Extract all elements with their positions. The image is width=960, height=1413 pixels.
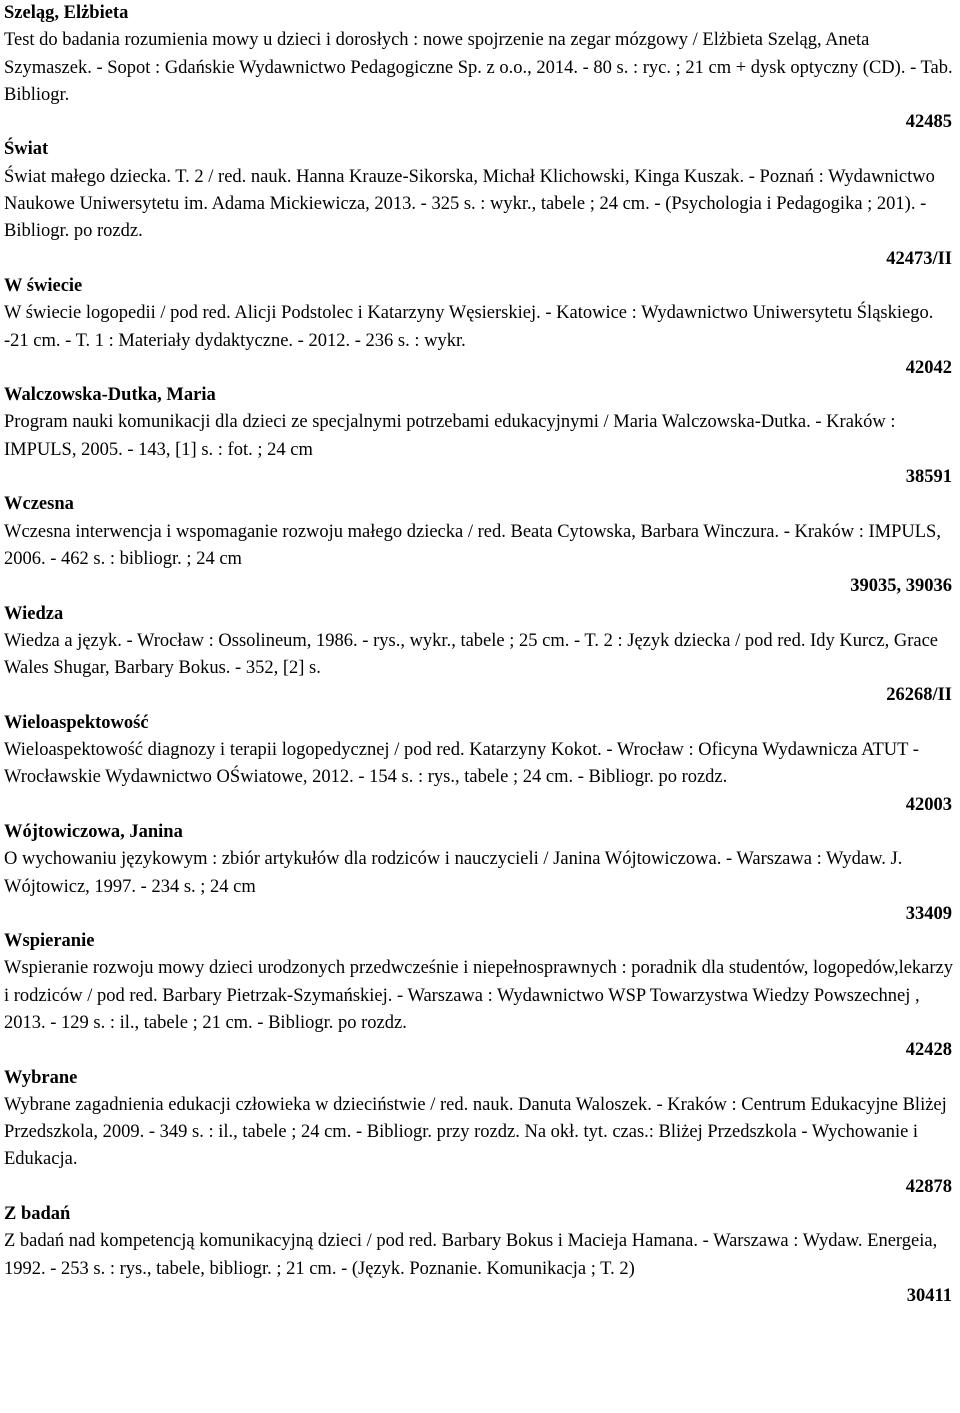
entry-description: Z badań nad kompetencją komunikacyjną dzieci / pod red. Barbary Bokus i Macieja Hamana. - Warszawa : Wydaw. Energeia, 1992. - 253 s. : rys., tabele, bibliogr. ; 21 cm. - (Język. Poznanie. Komunikacja ; T. 2)	[4, 1231, 938, 1279]
entry-heading: W świecie	[4, 275, 83, 296]
catalog-entry	[4, 0, 956, 136]
catalog-entry	[4, 136, 956, 272]
entry-call-number: 39035, 39036	[850, 576, 952, 597]
entry-description: Program nauki komunikacji dla dzieci ze specjalnymi potrzebami edukacyjnymi / Maria Walczowska-Dutka. - Kraków : IMPULS, 2005. - 143, [1] s. : fot. ; 24 cm	[4, 412, 896, 460]
entry-description: Wiedza a język. - Wrocław : Ossolineum, 1986. - rys., wykr., tabele ; 25 cm. - T. 2 : Język dziecka / pod red. Idy Kurcz, Grace Wales Shugar, Barbary Bokus. - 352, [2] s.	[4, 630, 938, 679]
entry-description: Test do badania rozumienia mowy u dzieci i dorosłych : nowe spojrzenie na zegar mózgowy / Elżbieta Szeląg, Aneta Szymaszek. - Sopot : Gdańskie Wydawnictwo Pedagogiczne Sp. z o.o., 2014. - 80 s. : ryc. ; 21 cm + dysk optyczny (CD). - Tab. Bibliogr.	[4, 30, 953, 105]
catalog-entry	[4, 819, 956, 928]
catalog-entry	[4, 1201, 956, 1310]
entry-heading: Wiedza	[4, 603, 64, 624]
entry-call-number: 42878	[905, 1176, 952, 1197]
entry-call-number: 42473/II	[886, 248, 952, 269]
entry-call-number: 33409	[905, 903, 952, 924]
catalog-entry	[4, 273, 956, 382]
entry-call-number: 26268/II	[886, 685, 952, 706]
catalog-entry	[4, 382, 956, 491]
catalog-entry	[4, 601, 956, 710]
entry-call-number: 30411	[906, 1285, 952, 1306]
entry-description: Wybrane zagadnienia edukacji człowieka w dzieciństwie / red. nauk. Danuta Waloszek. - Kraków : Centrum Edukacyjne Bliżej Przedszkola, 2009. - 349 s. : il., tabele ; 24 cm. - Bibliogr. przy rozdz. Na okł. tyt. czas.: Bliżej Przedszkola - Wychowanie i Edukacja.	[4, 1094, 947, 1170]
entry-heading: Wybrane	[4, 1067, 78, 1088]
entry-heading: Świat	[4, 139, 49, 160]
entry-description: W świecie logopedii / pod red. Alicji Podstolec i Katarzyny Węsierskiej. - Katowice : Wydawnictwo Uniwersytetu Śląskiego. -21 cm. - T. 1 : Materiały dydaktyczne. - 2012. - 236 s. : wykr.	[4, 303, 934, 351]
entry-call-number: 42042	[905, 357, 952, 378]
entry-heading: Wójtowiczowa, Janina	[4, 821, 183, 842]
entry-heading: Wczesna	[4, 494, 74, 515]
entry-call-number: 42003	[905, 794, 952, 815]
entry-call-number: 42485	[905, 112, 952, 133]
catalog-entry	[4, 928, 956, 1064]
entry-call-number: 38591	[905, 467, 952, 488]
entry-heading: Szeląg, Elżbieta	[4, 3, 129, 23]
catalog-entry	[4, 1065, 956, 1201]
entry-description: Świat małego dziecka. T. 2 / red. nauk. Hanna Krauze-Sikorska, Michał Klichowski, Kinga Kuszak. - Poznań : Wydawnictwo Naukowe Uniwersytetu im. Adama Mickiewicza, 2013. - 325 s. : wykr., tabele ; 24 cm. - (Psychologia i Pedagogika ; 201). - Bibliogr. po rozdz.	[4, 166, 935, 242]
catalog-entry	[4, 710, 956, 819]
entry-heading: Wspieranie	[4, 931, 95, 952]
entry-heading: Z badań	[4, 1204, 71, 1225]
catalog-entry	[4, 491, 956, 600]
entry-description: O wychowaniu językowym : zbiór artykułów dla rodziców i nauczycieli / Janina Wójtowiczowa. - Warszawa : Wydaw. J. Wójtowicz, 1997. - 234 s. ; 24 cm	[4, 849, 903, 897]
entry-description: Wczesna interwencja i wspomaganie rozwoju małego dziecka / red. Beata Cytowska, Barbara Winczura. - Kraków : IMPULS, 2006. - 462 s. : bibliogr. ; 24 cm	[4, 521, 941, 569]
entry-call-number: 42428	[905, 1040, 952, 1061]
entry-description: Wspieranie rozwoju mowy dzieci urodzonych przedwcześnie i niepełnosprawnych : poradnik dla studentów, logopedów,lekarzy i rodziców / pod red. Barbary Pietrzak-Szymańskiej. - Warszawa : Wydawnictwo WSP Towarzystwa Wiedzy Powszechnej , 2013. - 129 s. : il., tabele ; 21 cm. - Bibliogr. po rozdz.	[4, 958, 954, 1033]
entry-heading: Wieloaspektowość	[4, 712, 149, 733]
entry-description: Wieloaspektowość diagnozy i terapii logopedycznej / pod red. Katarzyny Kokot. - Wrocław : Oficyna Wydawnicza ATUT - Wrocławskie Wydawnictwo OŚwiatowe, 2012. - 154 s. : rys., tabele ; 24 cm. - Bibliogr. po rozdz.	[4, 740, 919, 788]
entry-heading: Walczowska-Dutka, Maria	[4, 385, 216, 406]
